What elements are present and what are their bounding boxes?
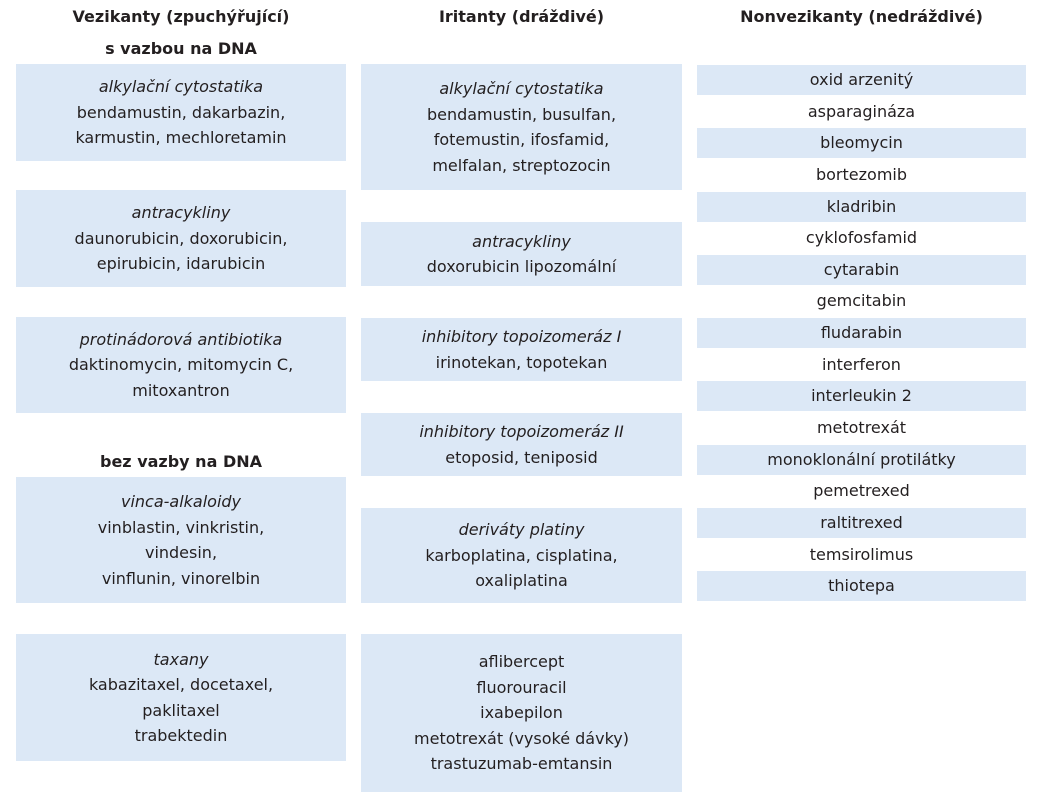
list-item: bortezomib (815, 165, 907, 184)
drug-line: vinblastin, vinkristin, (97, 517, 265, 537)
group-category: antracykliny (472, 231, 571, 251)
drug-line: irinotekan, topotekan (435, 352, 608, 372)
drug-line: fluorouracil (476, 677, 567, 697)
drug-line: fotemustin, ifosfamid, (433, 130, 610, 149)
drug-line: mitoxantron (132, 380, 230, 400)
group-category: protinádorová antibiotika (79, 329, 283, 349)
drug-line: bendamustin, dakarbazin, (76, 102, 286, 122)
group-category: alkylační cytostatika (439, 79, 604, 98)
drug-line: vinflunin, vinorelbin (101, 568, 261, 588)
drug-line: daunorubicin, doxorubicin, (74, 228, 288, 248)
drug-line: metotrexát (vysoké dávky) (414, 728, 629, 748)
list-item: thiotepa (697, 571, 1026, 601)
list-item: cyklofosfamid (805, 228, 918, 247)
group-vinca-alkaloidy (16, 477, 346, 603)
list-item: oxid arzenitý (697, 65, 1026, 95)
drug-line: epirubicin, idarubicin (96, 254, 266, 274)
list-item: cytarabin (697, 255, 1026, 285)
group-protinadorova-antibiotika (16, 317, 346, 413)
list-item: bleomycin (697, 128, 1026, 158)
drug-line: daktinomycin, mitomycin C, (68, 355, 294, 375)
list-item: pemetrexed (813, 481, 910, 500)
group-inhibitory-topoizomeraz-2 (361, 413, 682, 476)
drug-line: karmustin, mechloretamin (75, 128, 287, 148)
group-other-iritanty (361, 634, 682, 792)
drug-line: etoposid, teniposid (445, 447, 598, 467)
group-taxany (16, 634, 346, 761)
list-item: fludarabin (697, 318, 1026, 348)
group-category: antracykliny (131, 203, 231, 223)
group-alkylacni-cytostatika (361, 64, 682, 190)
list-item: interferon (822, 355, 901, 374)
drug-line: melfalan, streptozocin (432, 155, 611, 175)
group-derivaty-platiny (361, 508, 682, 603)
group-antracykliny (361, 222, 682, 286)
group-category: inhibitory topoizomeráz II (419, 422, 624, 441)
column-title-iritanty: Iritanty (dráždivé) (438, 7, 605, 26)
list-item: kladribin (697, 192, 1026, 222)
drug-line: vindesin, (144, 543, 218, 562)
group-category: taxany (153, 649, 209, 669)
group-category: alkylační cytostatika (98, 77, 264, 97)
drug-line: trastuzumab-emtansin (430, 754, 613, 774)
group-alkylacni-cytostatika (16, 64, 346, 161)
drug-line: paklitaxel (142, 700, 220, 720)
drug-line: karboplatina, cisplatina, (425, 545, 618, 565)
group-category: vinca-alkaloidy (120, 492, 242, 511)
list-item: interleukin 2 (697, 381, 1026, 411)
list-item: asparagináza (807, 102, 916, 121)
group-category: deriváty platiny (458, 520, 585, 540)
subtitle-s-vazbou-na-dna: s vazbou na DNA (105, 39, 257, 58)
list-item: temsirolimus (809, 545, 914, 564)
drug-line: oxaliplatina (475, 571, 568, 591)
subtitle-bez-vazby-na-dna: bez vazby na DNA (100, 452, 262, 471)
list-item: monoklonální protilátky (697, 445, 1026, 475)
group-inhibitory-topoizomeraz-1 (361, 318, 682, 381)
group-category: inhibitory topoizomeráz I (421, 327, 622, 346)
column-title-vezikanty: Vezikanty (zpuchýřující) (72, 7, 290, 26)
drug-line: bendamustin, busulfan, (426, 104, 617, 124)
list-item: gemcitabin (816, 291, 907, 310)
drug-line: ixabepilon (480, 703, 563, 723)
drug-line: trabektedin (134, 726, 228, 745)
column-title-nonvezikanty: Nonvezikanty (nedráždivé) (740, 7, 983, 26)
drug-line: kabazitaxel, docetaxel, (88, 675, 274, 694)
list-item: metotrexát (816, 418, 907, 437)
drug-line: doxorubicin lipozomální (426, 257, 617, 276)
drug-line: aflibercept (478, 652, 565, 672)
group-antracykliny (16, 190, 346, 287)
list-item: raltitrexed (697, 508, 1026, 538)
